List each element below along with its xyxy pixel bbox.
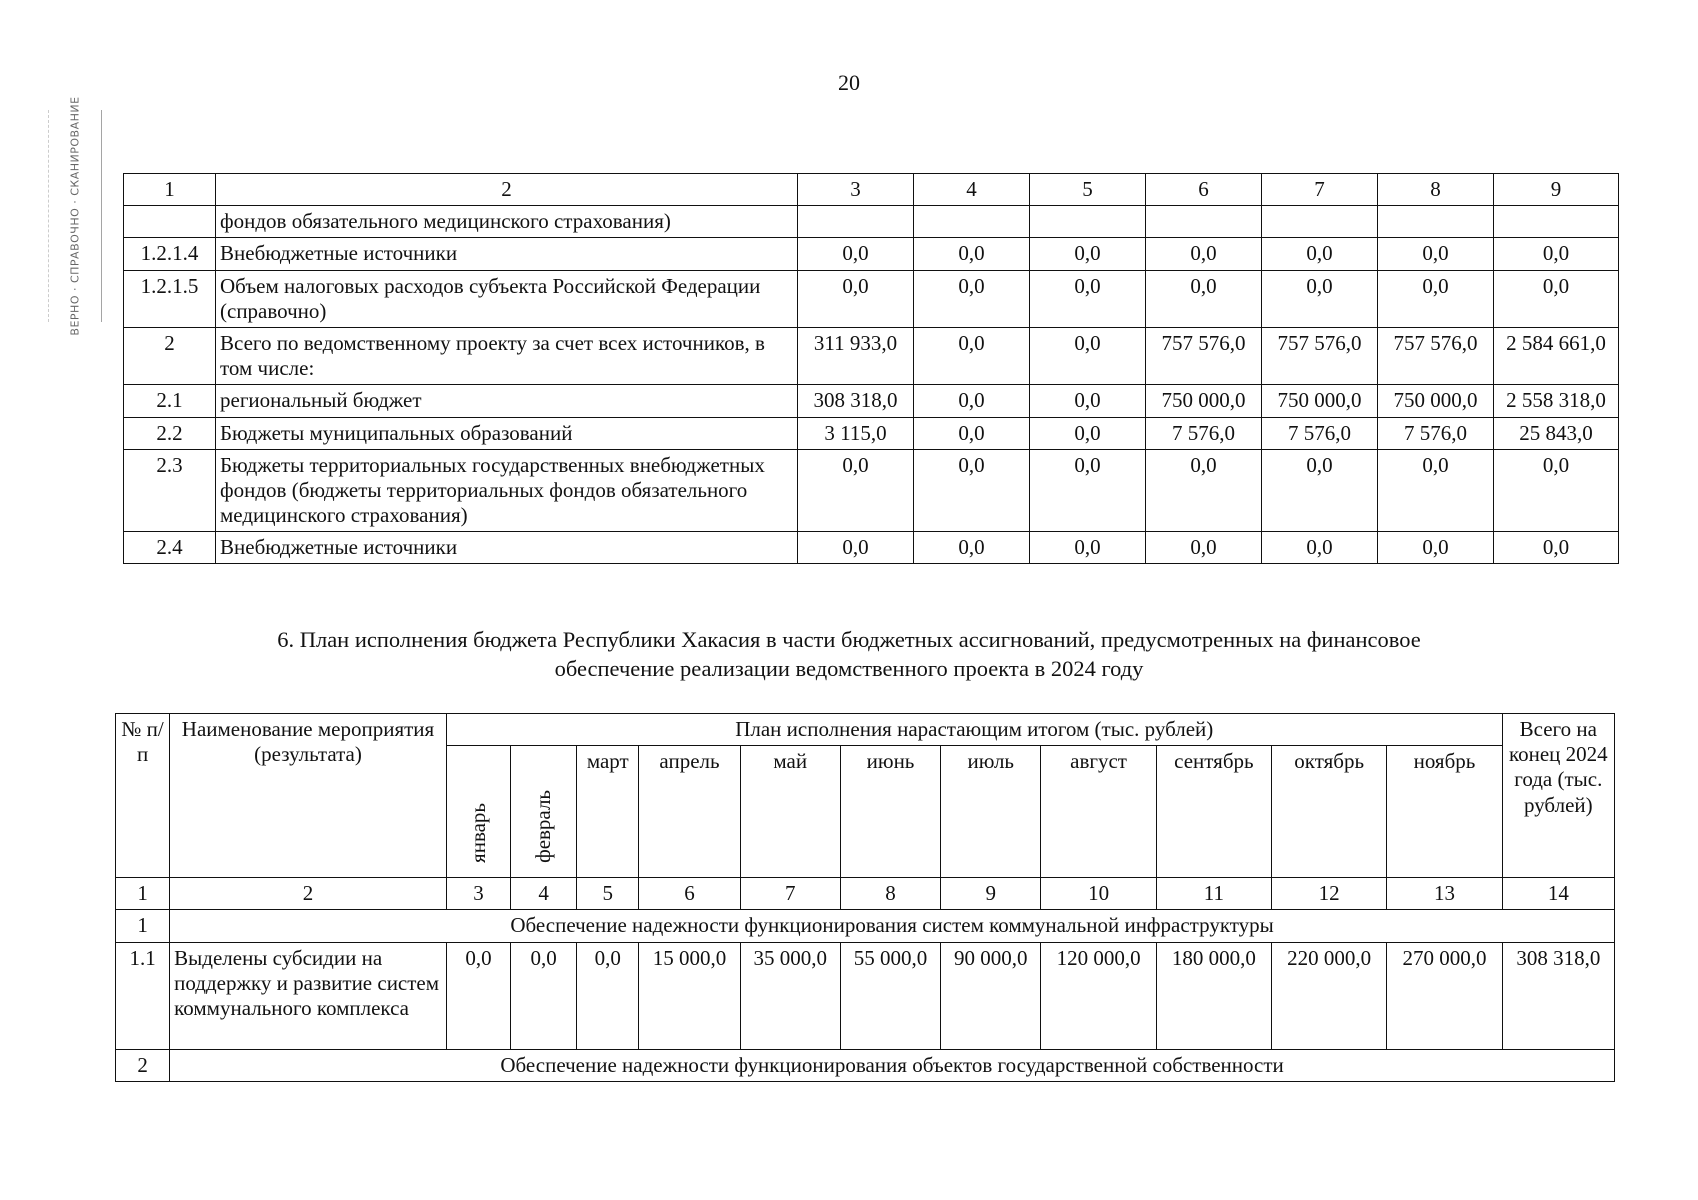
- month-october: октябрь: [1272, 746, 1387, 878]
- column-number: 11: [1156, 878, 1271, 910]
- value-cell: 0,0: [1030, 238, 1146, 270]
- table-row: [124, 270, 1619, 327]
- row-name: Бюджеты муниципальных образований: [216, 417, 798, 449]
- column-number: 14: [1502, 878, 1614, 910]
- month-march: март: [577, 746, 639, 878]
- month-label: январь: [465, 803, 490, 863]
- value-cell: 750 000,0: [1378, 385, 1494, 417]
- value-cell: 0,0: [1146, 449, 1262, 532]
- section-6-title: [0, 626, 1698, 684]
- header-cell: 7: [1262, 174, 1378, 206]
- value-cell: 220 000,0: [1272, 942, 1387, 1049]
- column-number: 9: [941, 878, 1041, 910]
- table-row: [124, 206, 1619, 238]
- table-row: [116, 942, 1615, 1049]
- row-number: 1.2.1.4: [124, 238, 216, 270]
- value-cell: 311 933,0: [798, 327, 914, 384]
- value-cell: 0,0: [1030, 417, 1146, 449]
- value-cell: 0,0: [914, 417, 1030, 449]
- value-cell: 15 000,0: [639, 942, 740, 1049]
- value-cell: 757 576,0: [1378, 327, 1494, 384]
- month-july: июль: [941, 746, 1041, 878]
- column-number: 10: [1041, 878, 1156, 910]
- value-cell: 0,0: [1378, 532, 1494, 564]
- value-cell: 0,0: [446, 942, 510, 1049]
- column-number: 8: [840, 878, 940, 910]
- value-cell: 757 576,0: [1146, 327, 1262, 384]
- value-cell: 0,0: [798, 270, 914, 327]
- row-name: Внебюджетные источники: [216, 532, 798, 564]
- col-number-header: № п/п: [116, 714, 170, 878]
- value-cell: 0,0: [798, 449, 914, 532]
- value-cell: 0,0: [914, 327, 1030, 384]
- value-cell: 0,0: [1494, 238, 1619, 270]
- value-cell: 0,0: [1030, 385, 1146, 417]
- value-cell: 0,0: [1030, 270, 1146, 327]
- row-name: Выделены субсидии на поддержку и развитие систем коммунального комплекса: [170, 942, 447, 1049]
- header-cell: 3: [798, 174, 914, 206]
- value-cell: 0,0: [914, 449, 1030, 532]
- row-number: 1.2.1.5: [124, 270, 216, 327]
- row-number: 1.1: [116, 942, 170, 1049]
- value-cell: 0,0: [1378, 238, 1494, 270]
- row-name: региональный бюджет: [216, 385, 798, 417]
- value-cell: 308 318,0: [798, 385, 914, 417]
- value-cell: 0,0: [914, 385, 1030, 417]
- value-cell: 35 000,0: [740, 942, 840, 1049]
- value-cell: 0,0: [511, 942, 577, 1049]
- column-numbers-row: [116, 878, 1615, 910]
- value-cell: 750 000,0: [1146, 385, 1262, 417]
- row-number: 2.1: [124, 385, 216, 417]
- value-cell: 0,0: [914, 270, 1030, 327]
- row-name: Внебюджетные источники: [216, 238, 798, 270]
- table-row: [124, 417, 1619, 449]
- row-name: Бюджеты территориальных государственных внебюджетных фондов (бюджеты территориальных фондов обязательного медицинского страхования): [216, 449, 798, 532]
- section-title: Обеспечение надежности функционирования систем коммунальной инфраструктуры: [170, 910, 1615, 942]
- value-cell: 0,0: [1030, 449, 1146, 532]
- budget-execution-plan-table: [115, 713, 1615, 1082]
- value-cell: 0,0: [1262, 532, 1378, 564]
- row-number: 2.4: [124, 532, 216, 564]
- table-row: [124, 385, 1619, 417]
- row-name: Всего по ведомственному проекту за счет всех источников, в том числе:: [216, 327, 798, 384]
- value-cell: 7 576,0: [1378, 417, 1494, 449]
- value-cell: 0,0: [1146, 270, 1262, 327]
- month-september: сентябрь: [1156, 746, 1271, 878]
- column-number: 2: [170, 878, 447, 910]
- value-cell: 270 000,0: [1387, 942, 1502, 1049]
- column-number: 13: [1387, 878, 1502, 910]
- value-cell: 0,0: [1030, 532, 1146, 564]
- value-cell: 0,0: [1378, 270, 1494, 327]
- row-number: 2.2: [124, 417, 216, 449]
- value-cell: 0,0: [1262, 449, 1378, 532]
- month-february: [511, 746, 577, 878]
- header-cell: 9: [1494, 174, 1619, 206]
- value-cell: 90 000,0: [941, 942, 1041, 1049]
- row-name: фондов обязательного медицинского страхования): [216, 206, 798, 238]
- value-cell: 180 000,0: [1156, 942, 1271, 1049]
- value-cell: 3 115,0: [798, 417, 914, 449]
- value-cell: 0,0: [914, 532, 1030, 564]
- value-cell: 0,0: [798, 532, 914, 564]
- table-header-row: [124, 174, 1619, 206]
- row-number: [124, 206, 216, 238]
- value-cell: 2 584 661,0: [1494, 327, 1619, 384]
- value-cell: 0,0: [1494, 532, 1619, 564]
- column-number: 6: [639, 878, 740, 910]
- table-row: [124, 532, 1619, 564]
- section-title-line-2: обеспечение реализации ведомственного проекта в 2024 году: [554, 655, 1144, 681]
- header-cell: 5: [1030, 174, 1146, 206]
- page-number: 20: [838, 70, 860, 95]
- column-number: 7: [740, 878, 840, 910]
- header-row-top: [116, 714, 1615, 746]
- month-april: апрель: [639, 746, 740, 878]
- column-number: 4: [511, 878, 577, 910]
- month-august: август: [1041, 746, 1156, 878]
- table-row: [124, 449, 1619, 532]
- value-cell: 0,0: [1494, 449, 1619, 532]
- value-cell: 757 576,0: [1262, 327, 1378, 384]
- value-cell: 0,0: [798, 238, 914, 270]
- col-plan-header: План исполнения нарастающим итогом (тыс. рублей): [446, 714, 1502, 746]
- row-number: 2: [124, 327, 216, 384]
- table-row: [124, 238, 1619, 270]
- section-number: 1: [116, 910, 170, 942]
- section-row: [116, 910, 1615, 942]
- value-cell: 120 000,0: [1041, 942, 1156, 1049]
- value-cell: 7 576,0: [1262, 417, 1378, 449]
- month-label: февраль: [531, 790, 556, 863]
- column-number: 1: [116, 878, 170, 910]
- value-cell: 7 576,0: [1146, 417, 1262, 449]
- value-cell: 25 843,0: [1494, 417, 1619, 449]
- header-cell: 8: [1378, 174, 1494, 206]
- header-cell: 6: [1146, 174, 1262, 206]
- value-cell: 750 000,0: [1262, 385, 1378, 417]
- side-stamp: [48, 96, 102, 336]
- value-cell: 0,0: [577, 942, 639, 1049]
- section-title: Обеспечение надежности функционирования объектов государственной собственности: [170, 1049, 1615, 1081]
- value-cell: 0,0: [1262, 270, 1378, 327]
- header-cell: 2: [216, 174, 798, 206]
- value-cell: 308 318,0: [1502, 942, 1614, 1049]
- row-name: Объем налоговых расходов субъекта Российской Федерации (справочно): [216, 270, 798, 327]
- month-january: [446, 746, 510, 878]
- header-cell: 1: [124, 174, 216, 206]
- month-june: июнь: [840, 746, 940, 878]
- value-cell: 55 000,0: [840, 942, 940, 1049]
- value-cell: 0,0: [1494, 270, 1619, 327]
- stamp-text: ВЕРНО · СПРАВОЧНО · СКАНИРОВАНИЕ: [68, 96, 82, 336]
- value-cell: 0,0: [1378, 449, 1494, 532]
- col-name-header: Наименование мероприятия (результата): [170, 714, 447, 878]
- month-may: май: [740, 746, 840, 878]
- funding-table: [123, 173, 1619, 564]
- column-number: 3: [446, 878, 510, 910]
- value-cell: 0,0: [1146, 238, 1262, 270]
- header-cell: 4: [914, 174, 1030, 206]
- value-cell: 2 558 318,0: [1494, 385, 1619, 417]
- column-number: 5: [577, 878, 639, 910]
- row-number: 2.3: [124, 449, 216, 532]
- value-cell: 0,0: [1030, 327, 1146, 384]
- col-total-header: Всего на конец 2024 года (тыс. рублей): [1502, 714, 1614, 878]
- column-number: 12: [1272, 878, 1387, 910]
- section-number: 2: [116, 1049, 170, 1081]
- value-cell: 0,0: [914, 238, 1030, 270]
- value-cell: 0,0: [1146, 532, 1262, 564]
- section-row: [116, 1049, 1615, 1081]
- month-november: ноябрь: [1387, 746, 1502, 878]
- value-cell: 0,0: [1262, 238, 1378, 270]
- table-row: [124, 327, 1619, 384]
- section-title-line-1: 6. План исполнения бюджета Республики Хакасия в части бюджетных ассигнований, предусмотренных на финансовое: [277, 627, 1421, 652]
